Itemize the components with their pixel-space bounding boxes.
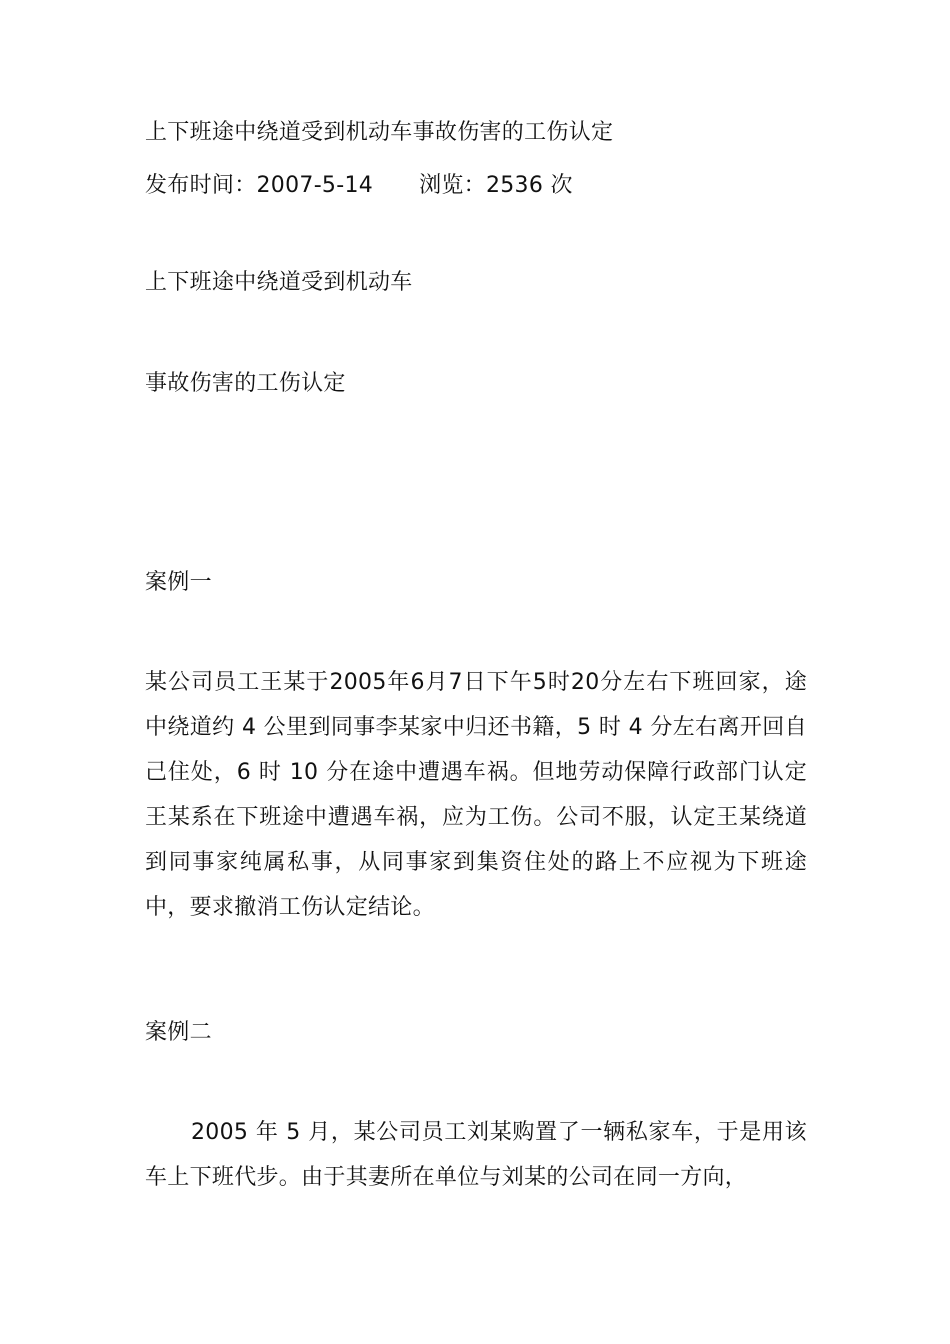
heading-line-2: 事故伤害的工伤认定 [145, 371, 346, 396]
case-one-paragraph [145, 660, 807, 930]
case-two-paragraph [145, 1110, 807, 1200]
publish-date: 发布时间：2007-5-14 [145, 173, 374, 198]
case-two-title: 案例二 [145, 1020, 212, 1045]
case-one-text: 某公司员工王某于2005年6月7日下午5时20分左右下班回家，途中绕道约 4 公里到同事李某家中归还书籍，5 时 4 分左右离开回自己住处，6 时 10 分在途中遭遇车祸。但地劳动保障行政部门认定王某系在下班途中遭遇车祸，应为工伤。公司不服，认定王某绕道到同事家纯属私事，从同事家到集资住处的路上不应视为下班途中，要求撤消工伤认定结论。 [145, 670, 807, 920]
heading-line-1: 上下班途中绕道受到机动车 [145, 270, 413, 295]
case-one-title: 案例一 [145, 570, 212, 595]
article-title: 上下班途中绕道受到机动车事故伤害的工伤认定 [145, 120, 614, 145]
case-two-text: 2005 年 5 月，某公司员工刘某购置了一辆私家车，于是用该车上下班代步。由于其妻所在单位与刘某的公司在同一方向， [145, 1120, 807, 1190]
article-meta [145, 171, 573, 201]
view-count: 浏览：2536 次 [419, 173, 573, 198]
